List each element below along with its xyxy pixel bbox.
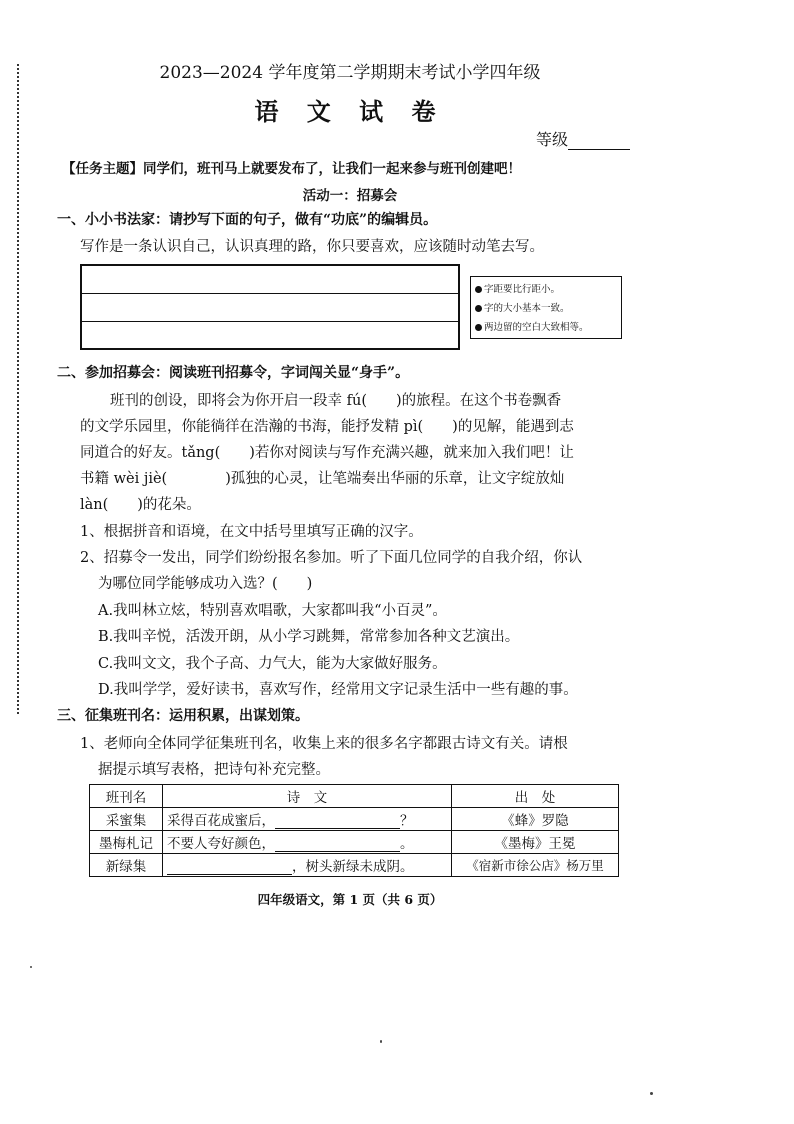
col-header-poem: 诗 文 xyxy=(163,785,452,808)
tip-item: 两边留的空白大致相等。 xyxy=(475,318,617,337)
activity-title: 活动一：招募会 xyxy=(302,188,398,204)
question-2-1: 1、根据拼音和语境，在文中括号里填写正确的汉字。 xyxy=(80,524,423,540)
tip-item: 字距要比行距小。 xyxy=(475,280,617,299)
bullet-icon xyxy=(475,286,482,293)
question-3-1: 1、老师向全体同学征集班刊名，收集上来的很多名字都跟古诗文有关。请根 xyxy=(80,736,568,752)
task-theme: 【任务主题】同学们，班刊马上就要发布了，让我们一起来参与班刊创建吧！ xyxy=(62,161,521,177)
question-3-1-cont: 据提示填写表格，把诗句补充完整。 xyxy=(98,762,330,778)
answer-blank[interactable] xyxy=(167,860,292,875)
page-footer: 四年级语文，第 1 页（共 6 页） xyxy=(257,892,443,907)
section2-heading: 二、参加招募会：阅读班刊招募令，字词闯关显“身手”。 xyxy=(57,365,410,381)
scan-speck xyxy=(650,1092,653,1095)
poem-cell: ，树头新绿未成阴。 xyxy=(163,854,452,877)
question-2-2: 2、招募令一发出，同学们纷纷报名参加。听了下面几位同学的自我介绍，你认 xyxy=(80,550,583,566)
option-d[interactable]: D.我叫学学，爱好读书，喜欢写作，经常用文字记录生活中一些有趣的事。 xyxy=(98,682,578,698)
poem-cell: 不要人夸好颜色， 。 xyxy=(163,831,452,854)
passage-line: làn( )的花朵。 xyxy=(80,497,201,513)
binding-dotted-line xyxy=(17,64,19,714)
answer-blank[interactable] xyxy=(275,814,400,829)
writing-line[interactable] xyxy=(82,266,458,294)
col-header-source: 出 处 xyxy=(452,785,619,808)
answer-blank[interactable] xyxy=(275,837,400,852)
poem-source: 《蜂》罗隐 xyxy=(452,808,619,831)
option-b[interactable]: B.我叫辛悦，活泼开朗，从小学习跳舞，常常参加各种文艺演出。 xyxy=(98,629,520,645)
scan-speck xyxy=(380,1040,382,1043)
writing-tips xyxy=(470,276,622,339)
writing-line[interactable] xyxy=(82,294,458,322)
passage-line: 的文学乐园里，你能徜徉在浩瀚的书海，能抒发精 pì( )的见解，能遇到志 xyxy=(80,419,574,435)
scan-speck xyxy=(30,966,32,968)
tip-item: 字的大小基本一致。 xyxy=(475,299,617,318)
grade-field xyxy=(536,127,630,150)
passage-line: 书籍 wèi jiè( )孤独的心灵，让笔端奏出华丽的乐章，让文字绽放灿 xyxy=(80,471,565,487)
option-a[interactable]: A.我叫林立炫，特别喜欢唱歌，大家都叫我“小百灵”。 xyxy=(98,603,447,619)
journal-name: 新绿集 xyxy=(90,854,163,877)
bullet-icon xyxy=(475,305,482,312)
table-row xyxy=(90,831,619,854)
copy-sentence: 写作是一条认识自己，认识真理的路，你只要喜欢，应该随时动笔去写。 xyxy=(80,239,544,255)
option-c[interactable]: C.我叫文文，我个子高、力气大，能为大家做好服务。 xyxy=(98,656,447,672)
section3-heading: 三、征集班刊名：运用积累，出谋划策。 xyxy=(57,708,309,724)
writing-box[interactable] xyxy=(80,264,460,350)
section1-heading: 一、小小书法家：请抄写下面的句子，做有“功底”的编辑员。 xyxy=(57,212,438,228)
poem-source: 《宿新市徐公店》杨万里 xyxy=(452,854,619,877)
journal-name: 采蜜集 xyxy=(90,808,163,831)
grade-label: 等级 xyxy=(536,130,569,149)
table-header-row xyxy=(90,785,619,808)
exam-title: 2023—2024 学年度第二学期期末考试小学四年级 xyxy=(159,63,541,83)
table-row xyxy=(90,808,619,831)
subject-title: 语 文 试 卷 xyxy=(254,97,446,126)
poem-cell: 采得百花成蜜后， ？ xyxy=(163,808,452,831)
poem-table xyxy=(89,784,619,877)
question-2-2-cont: 为哪位同学能够成功入选？( ) xyxy=(98,576,313,592)
col-header-name: 班刊名 xyxy=(90,785,163,808)
journal-name: 墨梅札记 xyxy=(90,831,163,854)
bullet-icon xyxy=(475,324,482,331)
table-row xyxy=(90,854,619,877)
grade-blank[interactable] xyxy=(568,133,630,150)
writing-line[interactable] xyxy=(82,322,458,350)
passage-line: 同道合的好友。tǎng( )若你对阅读与写作充满兴趣，就来加入我们吧！让 xyxy=(80,445,574,461)
poem-source: 《墨梅》王冕 xyxy=(452,831,619,854)
passage-line: 班刊的创设，即将会为你开启一段幸 fú( )的旅程。在这个书卷飘香 xyxy=(110,393,562,409)
